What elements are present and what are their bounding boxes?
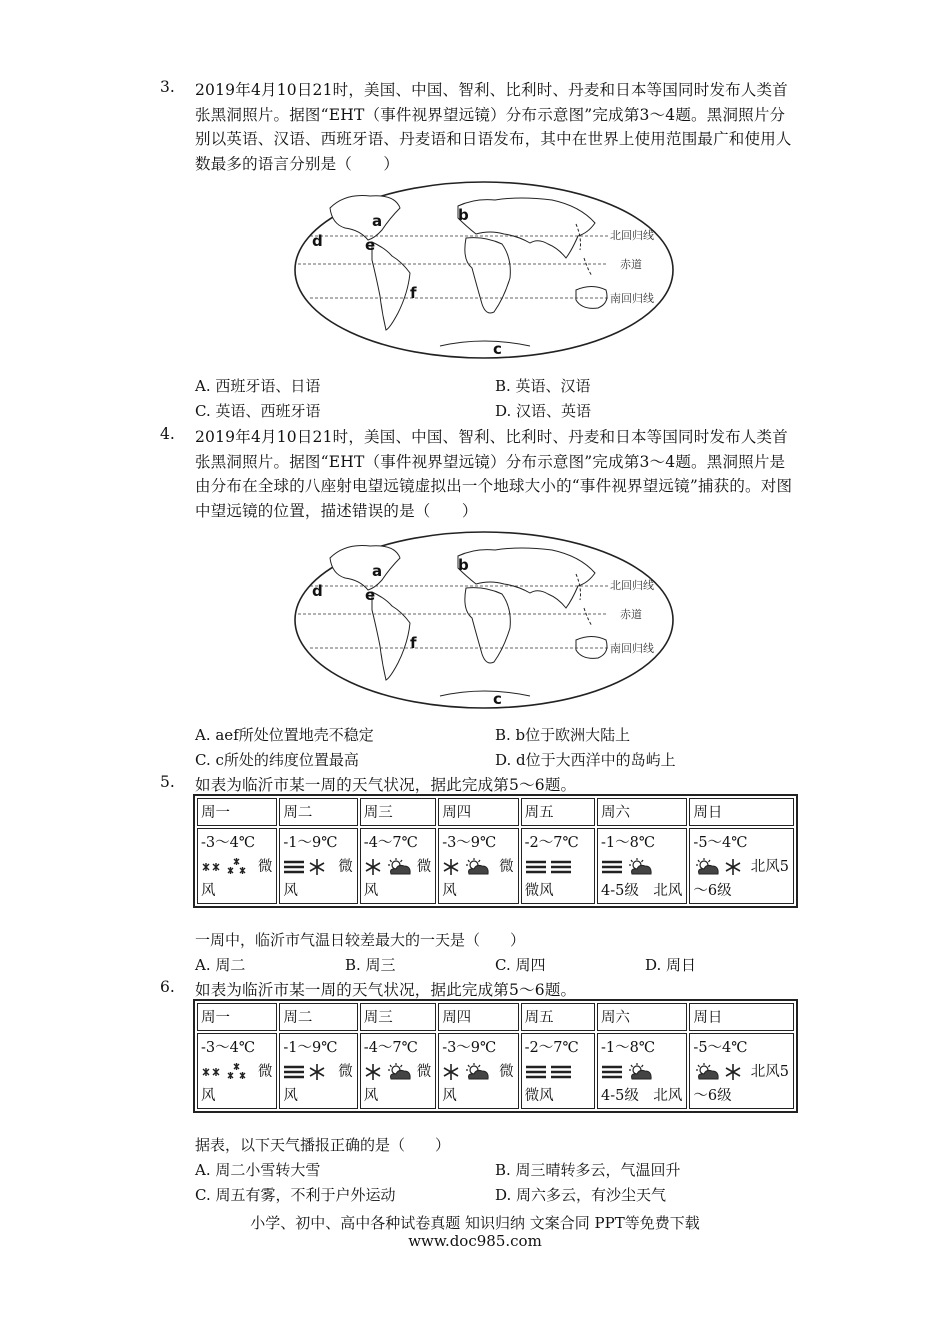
equator-label: 赤道 [620, 259, 642, 271]
tropic-of-cancer-label: 北回归线 [610, 580, 654, 592]
day-header-cell: 周六 [597, 1003, 687, 1031]
fog-icon [601, 859, 623, 875]
wind-text: 微 [257, 1064, 273, 1080]
option-b[interactable]: B. 英语、汉语 [495, 377, 591, 395]
snow-small-icon [201, 859, 223, 875]
temperature-range: -5～4℃ [693, 835, 748, 851]
question-number: 4. [160, 425, 175, 443]
wind-text: 微 [499, 1064, 514, 1080]
day-weather-cell [360, 828, 436, 904]
day-weather-cell [279, 1033, 357, 1109]
wind-text: 微风 [524, 883, 554, 899]
fog-icon [601, 1064, 623, 1080]
cloudy-icon [693, 859, 721, 875]
question-stem: 据表，以下天气播报正确的是（ ） [195, 1136, 451, 1154]
day-header-cell: 周五 [521, 1003, 595, 1031]
wind-text: 微 [499, 859, 514, 875]
question-4 [160, 425, 800, 523]
question-text: 如表为临沂市某一周的天气状况，据此完成第5～6题。 [195, 981, 577, 999]
fog-icon [550, 1064, 572, 1080]
fog-icon [550, 859, 572, 875]
option-b[interactable]: B. b位于欧洲大陆上 [495, 726, 631, 744]
wind-text: ～6级 [693, 883, 732, 899]
wind-text: 北风5 [750, 859, 789, 875]
weather-icons-row [364, 855, 433, 879]
option-a[interactable]: A. aef所处位置地壳不稳定 [195, 726, 374, 744]
temperature-range: -2～7℃ [524, 835, 579, 851]
telescope-c-label: c [493, 340, 502, 358]
snow-icon [308, 1064, 326, 1080]
tropic-of-capricorn-label: 南回归线 [610, 643, 654, 655]
snow-small-icon [201, 1064, 223, 1080]
map-frame [295, 182, 673, 358]
wind-text: 4-5级 [600, 883, 639, 899]
option-c[interactable]: C. 周四 [495, 956, 546, 974]
fog-icon [283, 1064, 305, 1080]
day-weather-cell [279, 828, 357, 904]
wind-text: 北风5 [750, 1064, 789, 1080]
telescope-e-label: e [365, 236, 376, 254]
weather-table [193, 999, 798, 1113]
tropic-of-capricorn-label: 南回归线 [610, 293, 654, 305]
temperature-range: -3～4℃ [201, 1040, 256, 1056]
snow-heavy-icon [226, 1064, 248, 1080]
day-weather-cell [438, 1033, 518, 1109]
day-header-cell: 周三 [360, 798, 436, 826]
wind-text: 北风 [653, 1088, 683, 1104]
footer-line-1: 小学、初中、高中各种试卷真题 知识归纳 文案合同 PPT等免费下载 [250, 1214, 700, 1232]
wind-text: 微 [416, 1064, 432, 1080]
wind-text: 微 [338, 1064, 353, 1080]
option-b[interactable]: B. 周三晴转多云，气温回升 [495, 1161, 681, 1179]
telescope-d-label: d [312, 582, 323, 600]
telescope-e-label: e [365, 586, 376, 604]
weather-icons-row [693, 1060, 791, 1084]
temperature-range: -3～9℃ [442, 835, 497, 851]
eht-world-map [290, 528, 678, 712]
telescope-a-label: a [372, 562, 383, 580]
day-header-cell: 周二 [279, 1003, 357, 1031]
cloudy-icon [463, 1064, 491, 1080]
wind-text: 风 [363, 1088, 379, 1104]
day-header-cell: 周日 [689, 798, 794, 826]
telescope-d-label: d [312, 232, 323, 250]
snow-icon [442, 859, 460, 875]
wind-text: 北风 [653, 883, 683, 899]
question-text: 2019年4月10日21时，美国、中国、智利、比利时、丹麦和日本等国同时发布人类首张黑洞照片。据图“EHT（事件视界望远镜）分布示意图”完成第3～4题。黑洞照片是由分布在全球的八座射电望远镜虚拟出一个地球大小的“事件视界望远镜”捕获的。对图中望远镜的位置，描述错误的是（ ） [195, 428, 793, 520]
cloudy-icon [626, 859, 654, 875]
day-header-cell: 周六 [597, 798, 687, 826]
snow-icon [724, 1064, 742, 1080]
fog-icon [525, 1064, 547, 1080]
wind-text: 风 [442, 883, 457, 899]
day-weather-cell [360, 1033, 436, 1109]
option-c[interactable]: C. c所处的纬度位置最高 [195, 751, 359, 769]
tropic-of-cancer-label: 北回归线 [610, 230, 654, 242]
temperature-range: -1～9℃ [283, 1040, 338, 1056]
wind-text: 风 [283, 883, 298, 899]
day-weather-cell [438, 828, 518, 904]
weather-icons-row [283, 1060, 354, 1084]
temperature-range: -5～4℃ [693, 1040, 748, 1056]
cloudy-icon [385, 859, 413, 875]
question-number: 6. [160, 978, 175, 996]
option-d[interactable]: D. 周日 [645, 956, 697, 974]
day-header-cell: 周一 [197, 798, 277, 826]
question-number: 3. [160, 78, 175, 96]
day-weather-cell [689, 828, 794, 904]
wind-text: 微 [257, 859, 273, 875]
equator-label: 赤道 [620, 609, 642, 621]
day-weather-cell [521, 1033, 595, 1109]
temperature-range: -1～8℃ [600, 835, 656, 851]
telescope-f-label: f [410, 634, 417, 652]
snow-icon [364, 1064, 382, 1080]
day-weather-cell [197, 1033, 277, 1109]
telescope-c-label: c [493, 690, 502, 708]
day-weather-cell [521, 828, 595, 904]
day-weather-cell [597, 1033, 687, 1109]
cloudy-icon [626, 1064, 654, 1080]
temperature-range: -2～7℃ [524, 1040, 579, 1056]
day-weather-cell [689, 1033, 794, 1109]
day-weather-cell [597, 828, 687, 904]
weather-icons-row [283, 855, 354, 879]
option-c[interactable]: C. 英语、西班牙语 [195, 402, 321, 420]
telescope-b-label: b [458, 206, 469, 224]
option-d[interactable]: D. d位于大西洋中的岛屿上 [495, 751, 676, 769]
temperature-range: -3～9℃ [442, 1040, 497, 1056]
day-header-cell: 周三 [360, 1003, 436, 1031]
question-number: 5. [160, 773, 175, 791]
day-header-cell: 周五 [521, 798, 595, 826]
footer-website[interactable]: www.doc985.com [408, 1232, 542, 1250]
wind-text: 风 [201, 1088, 216, 1104]
temperature-range: -3～4℃ [201, 835, 256, 851]
question-stem: 一周中，临沂市气温日较差最大的一天是（ ） [195, 931, 526, 949]
day-header-cell: 周一 [197, 1003, 277, 1031]
day-header-cell: 周二 [279, 798, 357, 826]
temperature-range: -4～7℃ [363, 1040, 418, 1056]
question-text: 2019年4月10日21时，美国、中国、智利、比利时、丹麦和日本等国同时发布人类首张黑洞照片。据图“EHT（事件视界望远镜）分布示意图”完成第3～4题。黑洞照片分别以英语、汉语、西班牙语、丹麦语和日语发布，其中在世界上使用范围最广和使用人数最多的语言分别是（ ） [195, 81, 792, 173]
wind-text: 风 [363, 883, 379, 899]
snow-heavy-icon [226, 859, 248, 875]
telescope-a-label: a [372, 212, 383, 230]
wind-text: 风 [283, 1088, 298, 1104]
cloudy-icon [385, 1064, 413, 1080]
weather-icons-row [201, 1060, 274, 1084]
snow-icon [442, 1064, 460, 1080]
weather-icons-row [525, 855, 592, 879]
wind-text: 微风 [524, 1088, 554, 1104]
wind-text: 风 [201, 883, 216, 899]
option-a[interactable]: A. 西班牙语、日语 [195, 377, 321, 395]
temperature-range: -1～8℃ [600, 1040, 656, 1056]
day-weather-cell [197, 828, 277, 904]
weather-icons-row [364, 1060, 433, 1084]
weather-icons-row [442, 855, 515, 879]
option-c[interactable]: C. 周五有雾，不利于户外运动 [195, 1186, 396, 1204]
wind-text: 微 [416, 859, 432, 875]
weather-icons-row [693, 855, 791, 879]
eht-world-map [290, 178, 678, 362]
snow-icon [364, 859, 382, 875]
weather-icons-row [525, 1060, 592, 1084]
weather-icons-row [442, 1060, 515, 1084]
question-3 [160, 78, 800, 176]
fog-icon [283, 859, 305, 875]
day-header-cell: 周四 [438, 1003, 518, 1031]
weather-icons-row [201, 855, 274, 879]
telescope-b-label: b [458, 556, 469, 574]
telescope-f-label: f [410, 284, 417, 302]
wind-text: 风 [442, 1088, 457, 1104]
cloudy-icon [463, 859, 491, 875]
question-text: 如表为临沂市某一周的天气状况，据此完成第5～6题。 [195, 776, 577, 794]
snow-icon [724, 859, 742, 875]
weather-table [193, 794, 798, 908]
day-header-cell: 周四 [438, 798, 518, 826]
option-a[interactable]: A. 周二 [195, 956, 246, 974]
wind-text: ～6级 [693, 1088, 732, 1104]
option-d[interactable]: D. 汉语、英语 [495, 402, 592, 420]
option-d[interactable]: D. 周六多云，有沙尘天气 [495, 1186, 667, 1204]
fog-icon [525, 859, 547, 875]
map-frame [295, 532, 673, 708]
cloudy-icon [693, 1064, 721, 1080]
temperature-range: -1～9℃ [283, 835, 338, 851]
day-header-cell: 周日 [689, 1003, 794, 1031]
option-a[interactable]: A. 周二小雪转大雪 [195, 1161, 321, 1179]
wind-text: 微 [338, 859, 353, 875]
temperature-range: -4～7℃ [363, 835, 418, 851]
wind-text: 4-5级 [600, 1088, 639, 1104]
snow-icon [308, 859, 326, 875]
option-b[interactable]: B. 周三 [345, 956, 396, 974]
